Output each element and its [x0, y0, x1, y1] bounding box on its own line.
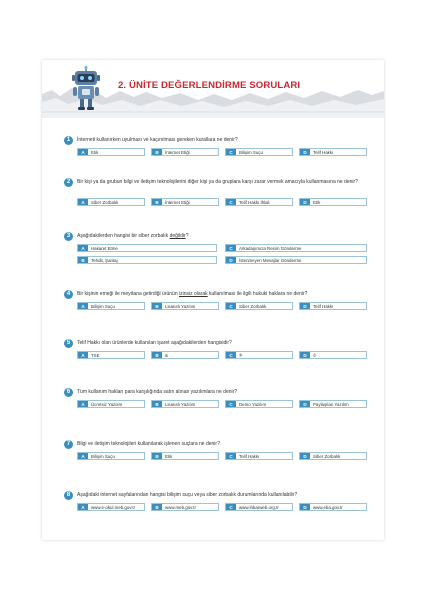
- option-c[interactable]: C ®: [225, 351, 293, 359]
- option-a[interactable]: A Bilişim Suçu: [77, 302, 145, 310]
- option-d[interactable]: D Siber Zorbalık: [299, 452, 367, 460]
- question-number: 5: [64, 339, 73, 348]
- option-b[interactable]: B Lisanslı Yazılım: [151, 400, 219, 408]
- question-number: 1: [64, 136, 73, 145]
- question-number: 8: [64, 491, 73, 500]
- option-d[interactable]: D ©: [299, 351, 367, 359]
- option-b[interactable]: B İnternet Etiği: [151, 148, 219, 156]
- option-b[interactable]: B Etik: [151, 452, 219, 460]
- option-c[interactable]: C www.ihbarweb.org.tr: [225, 503, 293, 511]
- option-c[interactable]: C Siber Zorbalık: [225, 302, 293, 310]
- question-text: Aşağıdaki internet sayfalarından hangisi bilişim suçu veya siber zorbalık durumlarında kullanılabilir?: [77, 492, 298, 498]
- question-number: 4: [64, 290, 73, 299]
- option-a[interactable]: A Hakaret Etme: [77, 244, 217, 252]
- option-a[interactable]: A Siber Zorbalık: [77, 198, 145, 206]
- question-text: Telif Hakkı olan ürünlerde kullanılan işaret aşağıdakilerden hangisidir?: [77, 340, 232, 346]
- question-text: Bir kişi ya da grubun bilgi ve iletişim teknolojilerini diğer kişi ya da gruplara karşı zarar vermek amacıyla kullanmasına ne denir?: [77, 179, 358, 185]
- option-b[interactable]: B &: [151, 351, 219, 359]
- option-a[interactable]: A Etik: [77, 148, 145, 156]
- question-text: Bir kişinin emeği ile meydana getirdiği ürünün izinsiz olarak kullanılması ile ilgili hukuki haklara ne denir?: [77, 291, 308, 297]
- option-d[interactable]: D Etik: [299, 198, 367, 206]
- option-c[interactable]: C Telif Hakkı: [225, 452, 293, 460]
- option-b[interactable]: B www.meb.gov.tr: [151, 503, 219, 511]
- page-title: 2. ÜNİTE DEĞERLENDİRME SORULARI: [118, 80, 301, 91]
- question-number: 2: [64, 178, 73, 187]
- option-b[interactable]: B İnternet Etiği: [151, 198, 219, 206]
- question-text: Aşağıdakilerden hangisi bir siber zorbalık değildir?: [77, 233, 189, 239]
- option-b[interactable]: B Lisanslı Yazılım: [151, 302, 219, 310]
- option-c[interactable]: C Bilişim Suçu: [225, 148, 293, 156]
- option-a[interactable]: A TSE: [77, 351, 145, 359]
- option-c[interactable]: C Demo Yazılım: [225, 400, 293, 408]
- option-a[interactable]: A www.e-okul.meb.gov.tr: [77, 503, 145, 511]
- option-c[interactable]: C Arkadaşımıza Resim Gönderme: [225, 244, 367, 252]
- worksheet-page: [42, 60, 384, 540]
- question-text: İnterneti kullanırken uyulması ve kaçınılması gereken kurallara ne denir?: [77, 137, 238, 143]
- question-text: Bilgi ve iletişim teknolojileri kullanılarak işlenen suçlara ne denir?: [77, 441, 220, 447]
- question-number: 7: [64, 440, 73, 449]
- robot-mascot-icon: [68, 66, 104, 112]
- question-text: Tüm kullanım hakları para karşılığında satın alınan yazılımlara ne denir?: [77, 389, 238, 395]
- option-d[interactable]: D Telif Hakkı: [299, 302, 367, 310]
- question-number: 3: [64, 232, 73, 241]
- option-a[interactable]: A Bilişim Suçu: [77, 452, 145, 460]
- option-d[interactable]: D www.eba.gov.tr: [299, 503, 367, 511]
- option-d[interactable]: D Telif Hakkı: [299, 148, 367, 156]
- option-b[interactable]: B Tehdit, Şantaj: [77, 256, 217, 264]
- question-number: 6: [64, 388, 73, 397]
- option-a[interactable]: A Ücretsiz Yazılım: [77, 400, 145, 408]
- option-c[interactable]: C Telif Hakkı İhlali: [225, 198, 293, 206]
- option-d[interactable]: D İstenmeyen Mesajlar Gönderme: [225, 256, 367, 264]
- option-d[interactable]: D Paylaşılan Yazılım: [299, 400, 367, 408]
